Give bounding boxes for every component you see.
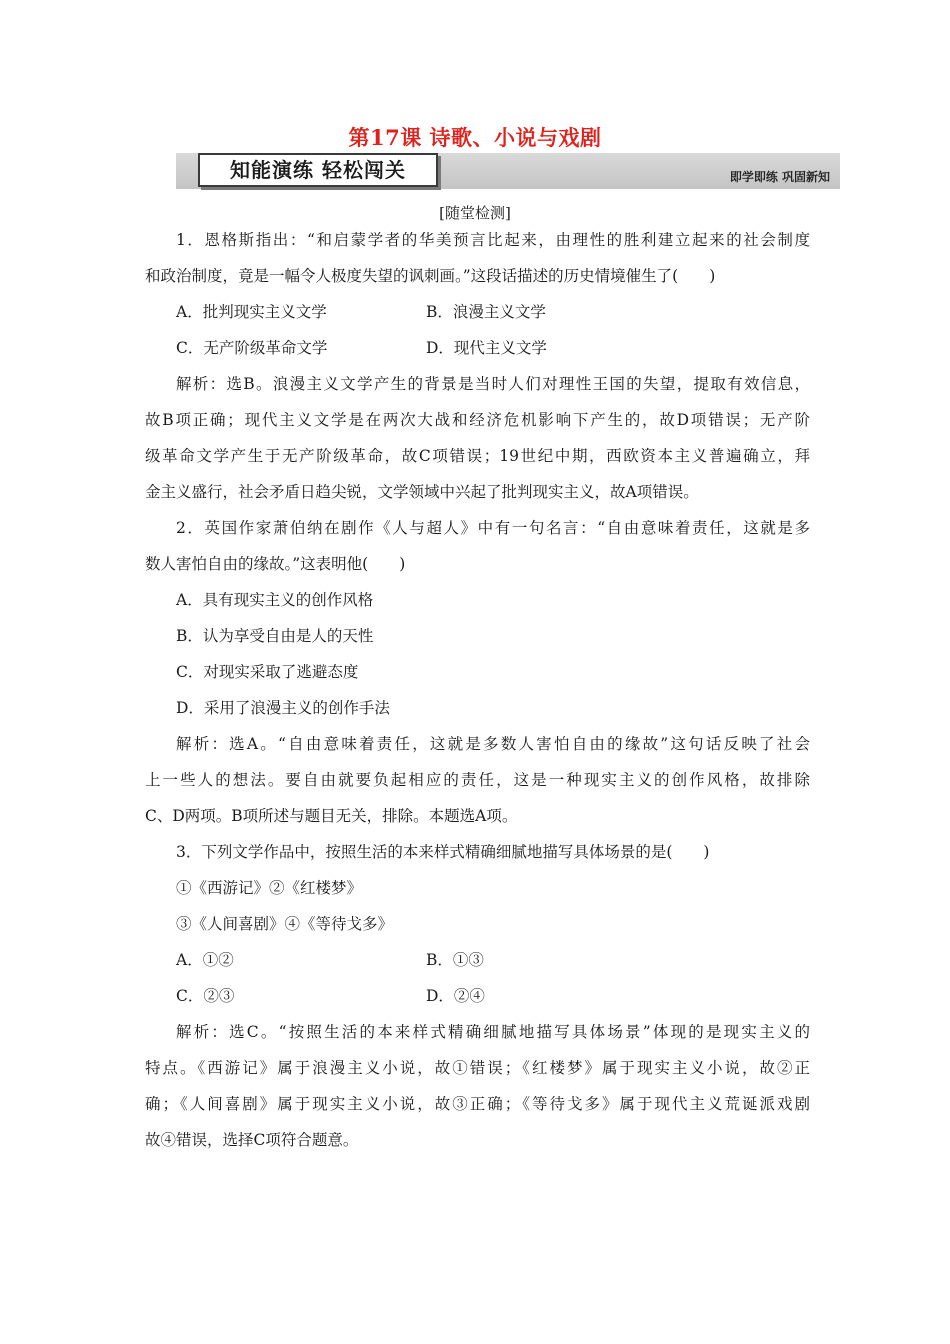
analysis-text: 解析：选A。“自由意味着责任，这就是多数人害怕自由的缘故”这句话反映了社会: [176, 735, 810, 753]
analysis-text: 确；《人间喜剧》属于现实主义小说，故③正确；《等待戈多》属于现代主义荒诞派戏剧: [145, 1095, 810, 1113]
options-row: [145, 942, 810, 978]
document-body: [145, 222, 810, 1158]
banner-subtitle: 即学即练 巩固新知: [729, 170, 830, 184]
question-text: 2．英国作家萧伯纳在剧作《人与超人》中有一句名言：“自由意味着责任，这就是多: [176, 519, 810, 537]
option-a: A．①②: [176, 951, 234, 969]
question-3: [145, 834, 810, 1158]
option-c: C．②③: [176, 987, 235, 1005]
option-b: B．认为享受自由是人的天性: [176, 627, 374, 645]
analysis-text: 特点。《西游记》属于浪漫主义小说，故①错误；《红楼梦》属于现实主义小说，故②正: [145, 1059, 810, 1077]
analysis-text: 故④错误，选择C项符合题意。: [145, 1131, 359, 1149]
section-heading: [随堂检测]: [439, 204, 511, 222]
option-a: A．批判现实主义文学: [176, 303, 327, 321]
question-text: 3．下列文学作品中，按照生活的本来样式精确细腻地描写具体场景的是( ): [176, 843, 710, 861]
question-text: ③《人间喜剧》④《等待戈多》: [176, 915, 394, 933]
analysis-text: 解析：选C。“按照生活的本来样式精确细腻地描写具体场景”体现的是现实主义的: [176, 1023, 810, 1041]
option-a: A．具有现实主义的创作风格: [176, 591, 374, 609]
banner-title: 知能演练 轻松闯关: [198, 153, 438, 187]
analysis-text: 金主义盛行，社会矛盾日趋尖锐，文学领域中兴起了批判现实主义，故A项错误。: [145, 483, 699, 501]
question-2: [145, 510, 810, 834]
option-b: B．①③: [426, 951, 484, 969]
question-1: [145, 222, 810, 510]
options-row: [145, 978, 810, 1014]
question-text: 和政治制度，竟是一幅令人极度失望的讽刺画。”这段话描述的历史情境催生了( ): [145, 267, 716, 285]
option-d: D．采用了浪漫主义的创作手法: [176, 699, 390, 717]
question-text: 数人害怕自由的缘故。”这表明他( ): [145, 555, 406, 573]
options-row: [145, 294, 810, 330]
analysis-text: 级革命文学产生于无产阶级革命，故C项错误；19世纪中期，西欧资本主义普遍确立，拜: [145, 447, 810, 465]
analysis-text: 解析：选B。浪漫主义文学产生的背景是当时人们对理性王国的失望，提取有效信息，: [176, 375, 810, 393]
option-c: C．无产阶级革命文学: [176, 339, 328, 357]
question-text: ①《西游记》②《红楼梦》: [176, 879, 363, 897]
analysis-text: 上一些人的想法。要自由就要负起相应的责任，这是一种现实主义的创作风格，故排除: [145, 771, 810, 789]
option-c: C．对现实采取了逃避态度: [176, 663, 359, 681]
section-banner: [176, 153, 840, 189]
page-title: 第17课 诗歌、小说与戏剧: [348, 125, 602, 150]
option-b: B．浪漫主义文学: [426, 303, 546, 321]
question-text: 1．恩格斯指出：“和启蒙学者的华美预言比起来，由理性的胜利建立起来的社会制度: [176, 231, 810, 249]
analysis-text: 故B项正确；现代主义文学是在两次大战和经济危机影响下产生的，故D项错误；无产阶: [145, 411, 810, 429]
analysis-text: C、D两项。B项所述与题目无关，排除。本题选A项。: [145, 807, 518, 825]
option-d: D．②④: [426, 987, 485, 1005]
option-d: D．现代主义文学: [426, 339, 547, 357]
options-row: [145, 330, 810, 366]
